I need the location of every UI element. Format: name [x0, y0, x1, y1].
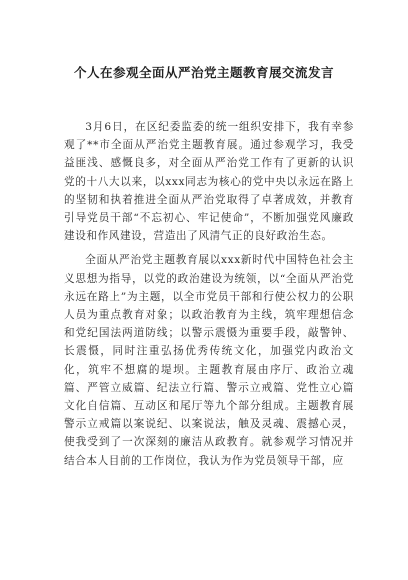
document-title: 个人在参观全面从严治党主题教育展交流发言 — [73, 65, 334, 80]
paragraph-exhibition-overview: 全面从严治党主题教育展以xxx新时代中国特色社会主义思想为指导，以党的政治建设为统领，以“全面从严治党永远在路上”为主题，以全市党员干部和行使公权力的公职人员为重点教育对象；以政治教育为主线，筑牢理想信念和党纪国法两道防线；以警示震慑为重要手段，敲警钟、长震慑，同时注重弘扬优秀传统文化，加强党内政治文化，筑牢不想腐的堤坝。主题教育展由序厅、政治立魂篇、严管立威篇、纪法立行篇、警示立戒篇、党性立心篇文化自信篇、互动区和尾厅等九个部分组成。主题教育展警示立戒篇以案说纪、以案说法，触及灵魂、震撼心灵，使我受到了一次深刻的廉洁从政教育。就参观学习情况并结合本人目前的工作岗位，我认为作为党员领导干部，应 — [64, 254, 354, 467]
paragraph-visit-intro: 3月6日，在区纪委监委的统一组织安排下，我有幸参观了**市全面从严治党主题教育展。通过参观学习，我受益匪浅、感慨良多，对全面从严治党工作有了更新的认识党的十八大以来，以xxx同志为核心的党中央以永远在路上的坚韧和执着推进全面从严治党取得了卓著成效，并教育引导党员干部“不忘初心、牢记使命”，不断加强党风廉政建设和作风建设，营造出了风清气正的良好政治生态。 — [64, 121, 354, 243]
document-body — [64, 118, 354, 476]
